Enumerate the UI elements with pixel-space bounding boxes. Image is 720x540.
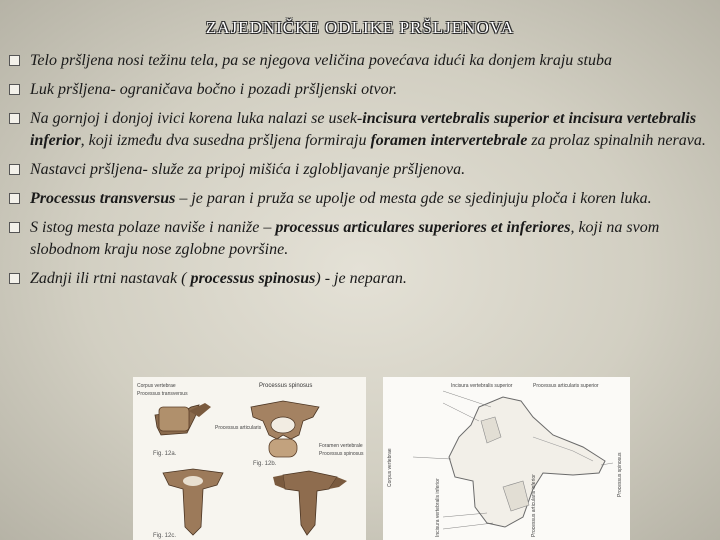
bullet-text: , koji između dva susedna pršljena formiraju	[80, 132, 371, 149]
bullet-text: Zadnji ili rtni nastavak (	[30, 270, 191, 287]
vertebra-lateral-large-drawing	[383, 377, 630, 540]
bullet-text: Telo pršljena nosi težinu tela, pa se njegova veličina povećava idući ka donjem kraju stuba	[30, 52, 612, 69]
bullet-item	[6, 50, 712, 72]
bullet-list	[6, 50, 712, 297]
vertebra-anterior-drawing	[163, 469, 223, 535]
figure-caption: Fig. 12b.	[253, 461, 277, 467]
bullet-text: za prolaz spinalnih nerava.	[527, 132, 706, 149]
figure-label: Corpus vertebrae	[137, 383, 176, 389]
figure-label: Foramen vertebrale	[319, 443, 363, 449]
bullet-term: processus spinosus	[190, 270, 316, 287]
bullet-box-icon	[9, 273, 20, 284]
figure-label: Processus articularis	[215, 425, 262, 431]
figure-label: Processus transversus	[137, 391, 188, 397]
bullet-item	[6, 217, 712, 261]
bullet-box-icon	[9, 113, 20, 124]
bullet-term: processus articulares superiores et inferiores	[275, 219, 571, 236]
bullet-term: foramen intervertebrale	[370, 132, 528, 149]
bullet-box-icon	[9, 55, 20, 66]
bullet-text: S istog mesta polaze naviše i naniže –	[30, 219, 276, 236]
bullet-item	[6, 79, 712, 101]
bullet-item	[6, 268, 712, 290]
bullet-item	[6, 159, 712, 181]
vertebra-lateral-drawing	[155, 403, 211, 435]
vertebra-illustrations-left	[133, 377, 366, 540]
bullet-text: Luk pršljena- ograničava bočno i pozadi pršljenski otvor.	[30, 81, 398, 98]
figure-label: Processus spinosus	[617, 452, 623, 497]
vertebra-illustration-right	[383, 377, 630, 540]
vertebra-drawings	[133, 377, 366, 540]
bullet-term: Processus transversus	[30, 190, 176, 207]
figure-label: Corpus vertebrae	[387, 448, 393, 487]
figure-left-header: Processus spinosus	[259, 383, 313, 389]
bullet-term: incisura vertebralis superior et incisura vertebralis inferior	[30, 110, 697, 149]
bullet-box-icon	[9, 164, 20, 175]
bullet-text: Na gornjoj i donjoj ivici korena luka nalazi se usek-	[30, 110, 363, 127]
slide-title: ZAJEDNIČKE ODLIKE PRŠLJENOVA	[205, 18, 515, 37]
figure-label: Processus articularis superior	[533, 383, 599, 389]
bullet-item	[6, 188, 712, 210]
figure-caption: Fig. 12c.	[153, 533, 177, 539]
bullet-box-icon	[9, 84, 20, 95]
vertebra-superior-drawing	[251, 401, 319, 457]
figure-label: Processus articularis inferior	[531, 474, 537, 537]
figure-label: Incisura vertebralis inferior	[435, 478, 441, 537]
figure-caption: Fig. 12a.	[153, 451, 177, 457]
bullet-text: , koji na svom slobodnom kraju nose zglobne površine.	[30, 219, 660, 258]
bullet-text: – je paran i pruža se upolje od mesta gde se sjedinjuju ploča i koren luka.	[175, 190, 652, 207]
figure-label: Incisura vertebralis superior	[451, 383, 513, 389]
bullet-text: ) - je neparan.	[315, 270, 407, 287]
bullet-text: Nastavci pršljena- služe za pripoj mišića i zglobljavanje pršljenova.	[30, 161, 466, 178]
bullet-box-icon	[9, 222, 20, 233]
bullet-item	[6, 108, 712, 152]
figure-label: Processus spinosus	[319, 451, 364, 457]
bullet-box-icon	[9, 193, 20, 204]
vertebra-posterior-drawing	[273, 471, 347, 535]
